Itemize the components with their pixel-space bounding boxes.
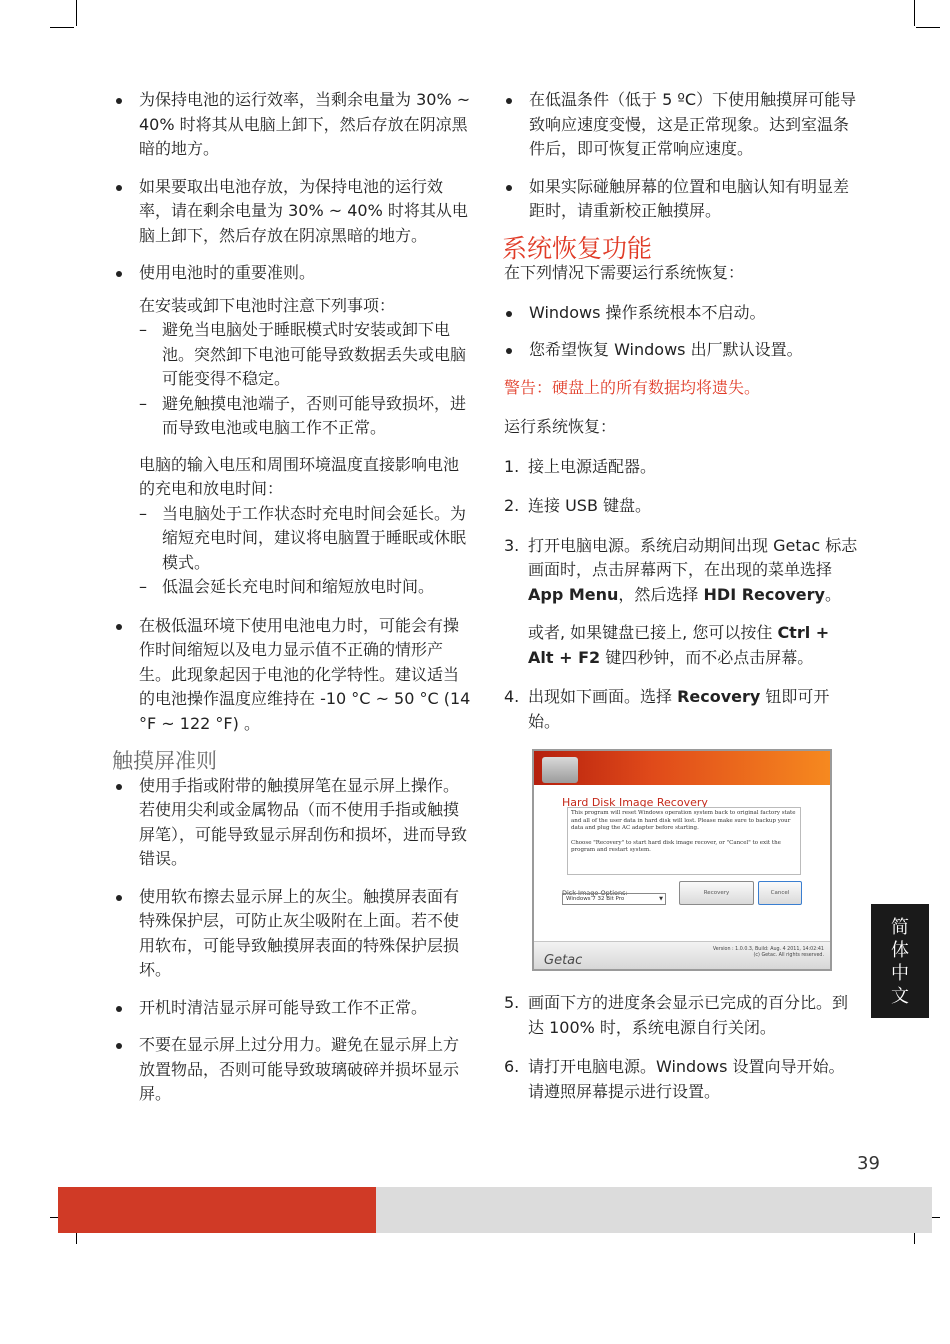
- step-3-main: 打开电脑电源。系统启动期间出现 Getac 标志画面时，点击屏幕两下，在出现的菜单选择 App Menu，然后选择 HDI Recovery。: [528, 535, 858, 604]
- screenshot-description: This program will reset Windows operation system back to original factory state and all of the user data in hard disk will lost. Please make sure to backup your data and plug the AC adapter before starting. Choose "Recovery" to start hard disk image recover, or "Cancel" to exit the program and restart system.: [567, 807, 801, 875]
- step-1: 1. 接上电源适配器。: [504, 456, 657, 476]
- dash-item: – 低温会延长充电时间和缩短放电时间。: [139, 575, 472, 600]
- battery-guidelines: [112, 294, 472, 600]
- touch-bullet: 使用软布擦去显示屏上的灰尘。触摸屏表面有特殊保护层，可防止灰尘吸附在上面。若不使用软布，可能导致触摸屏表面的特殊保护层损坏。: [112, 885, 472, 983]
- chevron-down-icon: ▼: [659, 896, 663, 902]
- recovery-heading: 系统恢复功能: [502, 233, 653, 263]
- step-5: 5. 画面下方的进度条会显示已完成的百分比。到达 100% 时，系统电源自行关闭。: [504, 993, 849, 1037]
- dash-item: – 避免当电脑处于睡眠模式时安装或卸下电池。突然卸下电池可能导致数据丢失或电脑可能变得不稳定。: [139, 318, 472, 392]
- key-combo: Ctrl + Alt + F2: [528, 623, 830, 667]
- step-3: 3. 打开电脑电源。系统启动期间出现 Getac 标志画面时，点击屏幕两下，在出现的菜单选择 App Menu，然后选择 HDI Recovery。 或者, 如果键盘已接上, 您可以按住 Ctrl + Alt + F2 键四秒钟，而不必点击屏幕。: [504, 534, 860, 671]
- getac-logo: Getac: [544, 953, 583, 968]
- dash-item: – 当电脑处于工作状态时充电时间会延长。为缩短充电时间，建议将电脑置于睡眠或休眠模式。: [139, 502, 472, 576]
- right-column: [502, 88, 860, 1119]
- screenshot-banner: [534, 751, 830, 785]
- app-menu-label: App Menu: [528, 584, 619, 604]
- step-6: 6. 请打开电脑电源。Windows 设置向导开始。请遵照屏幕提示进行设置。: [504, 1057, 845, 1101]
- recovery-bullet: Windows 操作系统根本不启动。: [502, 301, 860, 326]
- touch-bullet: 不要在显示屏上过分用力。避免在显示屏上方放置物品，否则可能导致玻璃破碎并损坏显示屏。: [112, 1033, 472, 1107]
- footer-bar-red: [58, 1187, 376, 1233]
- warning-text: 警告：硬盘上的所有数据均将遗失。: [504, 377, 761, 397]
- battery-bullet: 如果要取出电池存放，为保持电池的运行效率，请在剩余电量为 30% ~ 40% 时将其从电脑上卸下，然后存放在阴凉黑暗的地方。: [112, 175, 472, 249]
- disk-image-options-label: Disk Image Options:: [562, 889, 628, 897]
- run-intro: 运行系统恢复：: [504, 417, 617, 436]
- disk-image-select[interactable]: Windows 7 32 Bit Pro ▼: [562, 893, 666, 905]
- cancel-button[interactable]: Cancel: [758, 881, 802, 905]
- crop-mark: [914, 0, 915, 26]
- recovery-bullet: 您希望恢复 Windows 出厂默认设置。: [502, 338, 860, 363]
- touch-bullet: 如果实际碰触屏幕的位置和电脑认知有明显差距时，请重新校正触摸屏。: [502, 175, 860, 224]
- battery-bullet: 为保持电池的运行效率，当剩余电量为 30% ~ 40% 时将其从电脑上卸下，然后存放在阴凉黑暗的地方。: [112, 88, 472, 162]
- step-3-alt: 或者, 如果键盘已接上, 您可以按住 Ctrl + Alt + F2 键四秒钟，而不必点击屏幕。: [528, 623, 830, 667]
- touch-bullet: 使用手指或附带的触摸屏笔在显示屏上操作。若使用尖利或金属物品（而不使用手指或触摸屏笔），可能导致显示屏刮伤和损坏，进而导致错误。: [112, 774, 472, 872]
- step-2: 2. 连接 USB 键盘。: [504, 496, 652, 515]
- page-number: 39: [857, 1153, 880, 1174]
- install-intro: 在安装或卸下电池时注意下列事项：: [139, 295, 396, 315]
- hdi-recovery-label: HDI Recovery: [703, 584, 825, 604]
- recovery-button[interactable]: Recovery: [679, 881, 754, 905]
- low-temp-bullet: 在极低温环境下使用电池电力时，可能会有操作时间缩短以及电力显示值不正确的情形产生。此现象起因于电池的化学特性。建议适当的电池操作温度应维持在 -10 °C ~ 50 °C (14 °F ~ 122 °F) 。: [112, 614, 472, 737]
- touch-heading: 触摸屏准则: [112, 749, 217, 773]
- touch-bullet: 在低温条件（低于 5 ºC）下使用触摸屏可能导致响应速度变慢，这是正常现象。达到室温条件后，即可恢复正常响应速度。: [502, 88, 860, 162]
- screenshot-title: Hard Disk Image Recovery: [562, 796, 708, 809]
- recovery-intro: 在下列情况下需要运行系统恢复：: [504, 263, 745, 282]
- crop-mark: [50, 27, 74, 28]
- left-column: [112, 88, 472, 1120]
- version-info: Version : 1.0.0.3, Build: Aug. 4 2011, 14:02:41 (c) Getac. All rights reserved.: [712, 947, 824, 958]
- crop-mark: [916, 27, 940, 28]
- recovery-label: Recovery: [677, 687, 761, 706]
- footer-bar-gray: [376, 1187, 932, 1233]
- battery-bullet: 使用电池时的重要准则。: [112, 261, 472, 286]
- language-tab: 简 体 中 文: [871, 904, 929, 1018]
- step-4: 4. 出现如下画面。选择 Recovery 钮即可开始。: [504, 687, 830, 731]
- screenshot-footer: [534, 941, 830, 970]
- dash-item: – 避免触摸电池端子，否则可能导致损坏，进而导致电池或电脑工作不正常。: [139, 392, 472, 441]
- charge-intro: 电脑的输入电压和周围环境温度直接影响电池的充电和放电时间：: [139, 454, 460, 498]
- hard-disk-icon: [542, 757, 578, 783]
- touch-bullet: 开机时清洁显示屏可能导致工作不正常。: [112, 996, 472, 1021]
- recovery-screenshot: [532, 749, 832, 971]
- crop-mark: [76, 0, 77, 26]
